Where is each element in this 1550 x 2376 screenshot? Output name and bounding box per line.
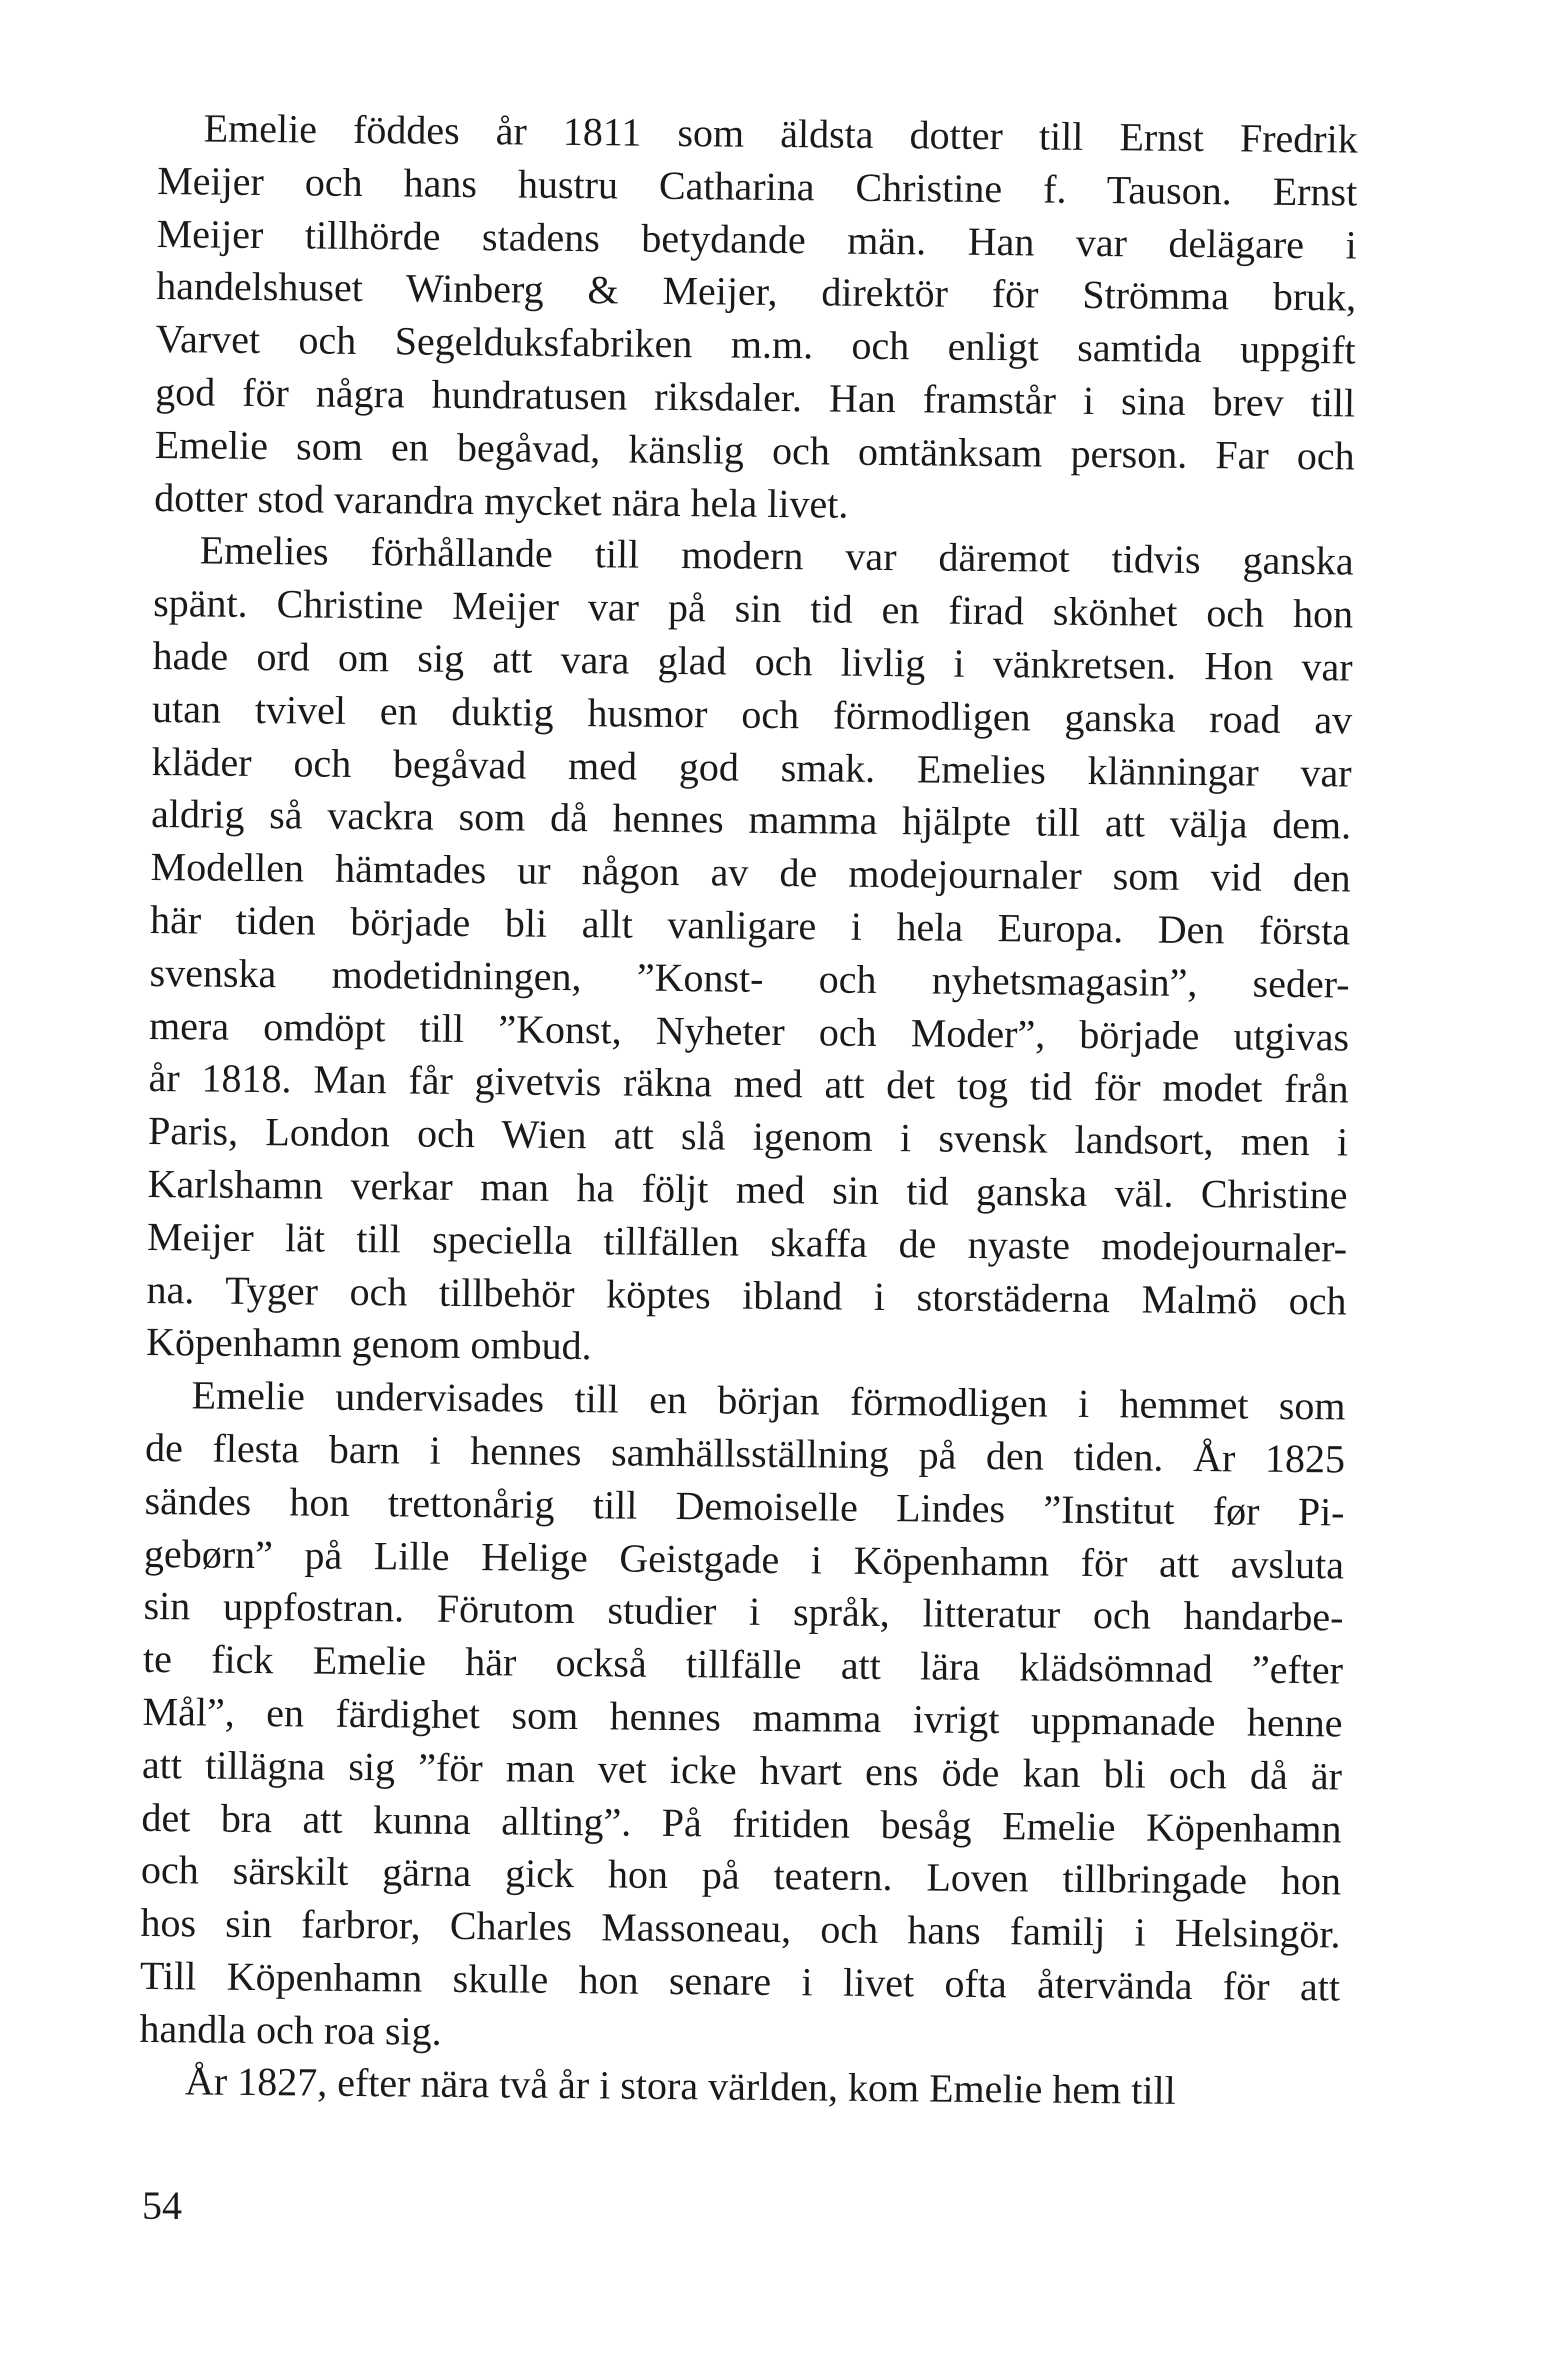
text-line: sin uppfostran. Förutom studier i språk, litteratur och handarbe- [143,1583,1344,1640]
text-line: gebørn” på Lille Helige Geistgade i Köpenhamn för att avsluta [143,1530,1345,1587]
text-line: na. Tyger och tillbehör köptes ibland i storstäderna Malmö och [146,1266,1347,1323]
body-text [139,102,1358,2120]
text-line: Meijer och hans hustru Catharina Christine f. Tauson. Ernst [157,157,1358,215]
text-line: Emelie undervisades till en början förmodligen i hemmet som [191,1372,1346,1429]
page-number: 54 [142,2183,182,2228]
text-line: Modellen hämtades ur någon av de modejournaler som vid den [150,844,1351,901]
paragraph [146,524,1354,1380]
text-line: år 1818. Man får givetvis räkna med att det tog tid för modet från [148,1055,1349,1112]
text-line: Emelie som en begåvad, känslig och omtänksam person. Far och [154,421,1355,479]
text-line: det bra att kunna allting”. På fritiden besåg Emelie Köpenhamn [141,1794,1342,1851]
text-line: Varvet och Segelduksfabriken m.m. och enligt samtida uppgift [155,316,1356,373]
text-line: Emelie föddes år 1811 som äldsta dotter till Ernst Fredrik [203,105,1358,162]
text-line: handelshuset Winberg & Meijer, direktör för Strömma bruk, [156,263,1357,320]
text-line: mera omdöpt till ”Konst, Nyheter och Moder”, började utgivas [148,1002,1350,1060]
text-line: aldrig så vackra som då hennes mamma hjälpte till att välja dem. [150,791,1352,848]
text-line: Emelies förhållande till modern var däremot tidvis ganska [199,527,1354,584]
text-line: sändes hon trettonårig till Demoiselle Lindes ”Institut før Pi- [144,1477,1345,1535]
text-line: här tiden började bli allt vanligare i hela Europa. Den första [149,896,1351,954]
text-line: svenska modetidningen, ”Konst- och nyhetsmagasin”, seder- [149,949,1350,1007]
text-line: hade ord om sig att vara glad och livlig i vänkretsen. Hon var [152,632,1353,690]
text-line: god för några hundratusen riksdaler. Han framstår i sina brev till [155,368,1356,426]
text-line: Mål”, en färdighet som hennes mamma ivrigt uppmanade henne [142,1688,1343,1746]
text-line: att tillägna sig ”för man vet icke hvart ens öde kan bli och då är [141,1741,1343,1799]
text-line: Karlshamn verkar man ha följt med sin tid ganska väl. Christine [147,1160,1348,1218]
paragraph [154,102,1358,536]
text-line: utan tvivel en duktig husmor och förmodligen ganska road av [151,685,1353,743]
paragraph [139,2055,1339,2119]
text-line: spänt. Christine Meijer var på sin tid en firad skönhet och hon [152,580,1354,637]
text-line: de flesta barn i hennes samhällsställning på den tiden. År 1825 [144,1424,1346,1482]
text-line: Till Köpenhamn skulle hon senare i livet ofta återvända för att [139,1952,1341,2010]
text-line: År 1827, efter nära två år i stora världen, kom Emelie hem till [184,2058,1176,2114]
text-line: och särskilt gärna gick hon på teatern. Loven tillbringade hon [140,1847,1342,1904]
text-line: Meijer lät till speciella tillfällen skaffa de nyaste modejournaler- [146,1213,1348,1271]
text-line: te fick Emelie här också tillfälle att lära klädsömnad ”efter [142,1636,1344,1693]
text-line: hos sin farbror, Charles Massoneau, och hans familj i Helsingör. [140,1900,1341,1957]
text-line: Köpenhamn genom ombud. [145,1319,592,1369]
text-line: dotter stod varandra mycket nära hela livet. [153,474,849,527]
text-line: Paris, London och Wien att slå igenom i svensk landsort, men i [147,1108,1349,1165]
text-line: handla och roa sig. [139,2005,442,2054]
text-line: kläder och begåvad med god smak. Emelies klänningar var [151,738,1352,796]
text-line: Meijer tillhörde stadens betydande män. Han var delägare i [156,210,1357,268]
paragraph [139,1369,1346,2067]
